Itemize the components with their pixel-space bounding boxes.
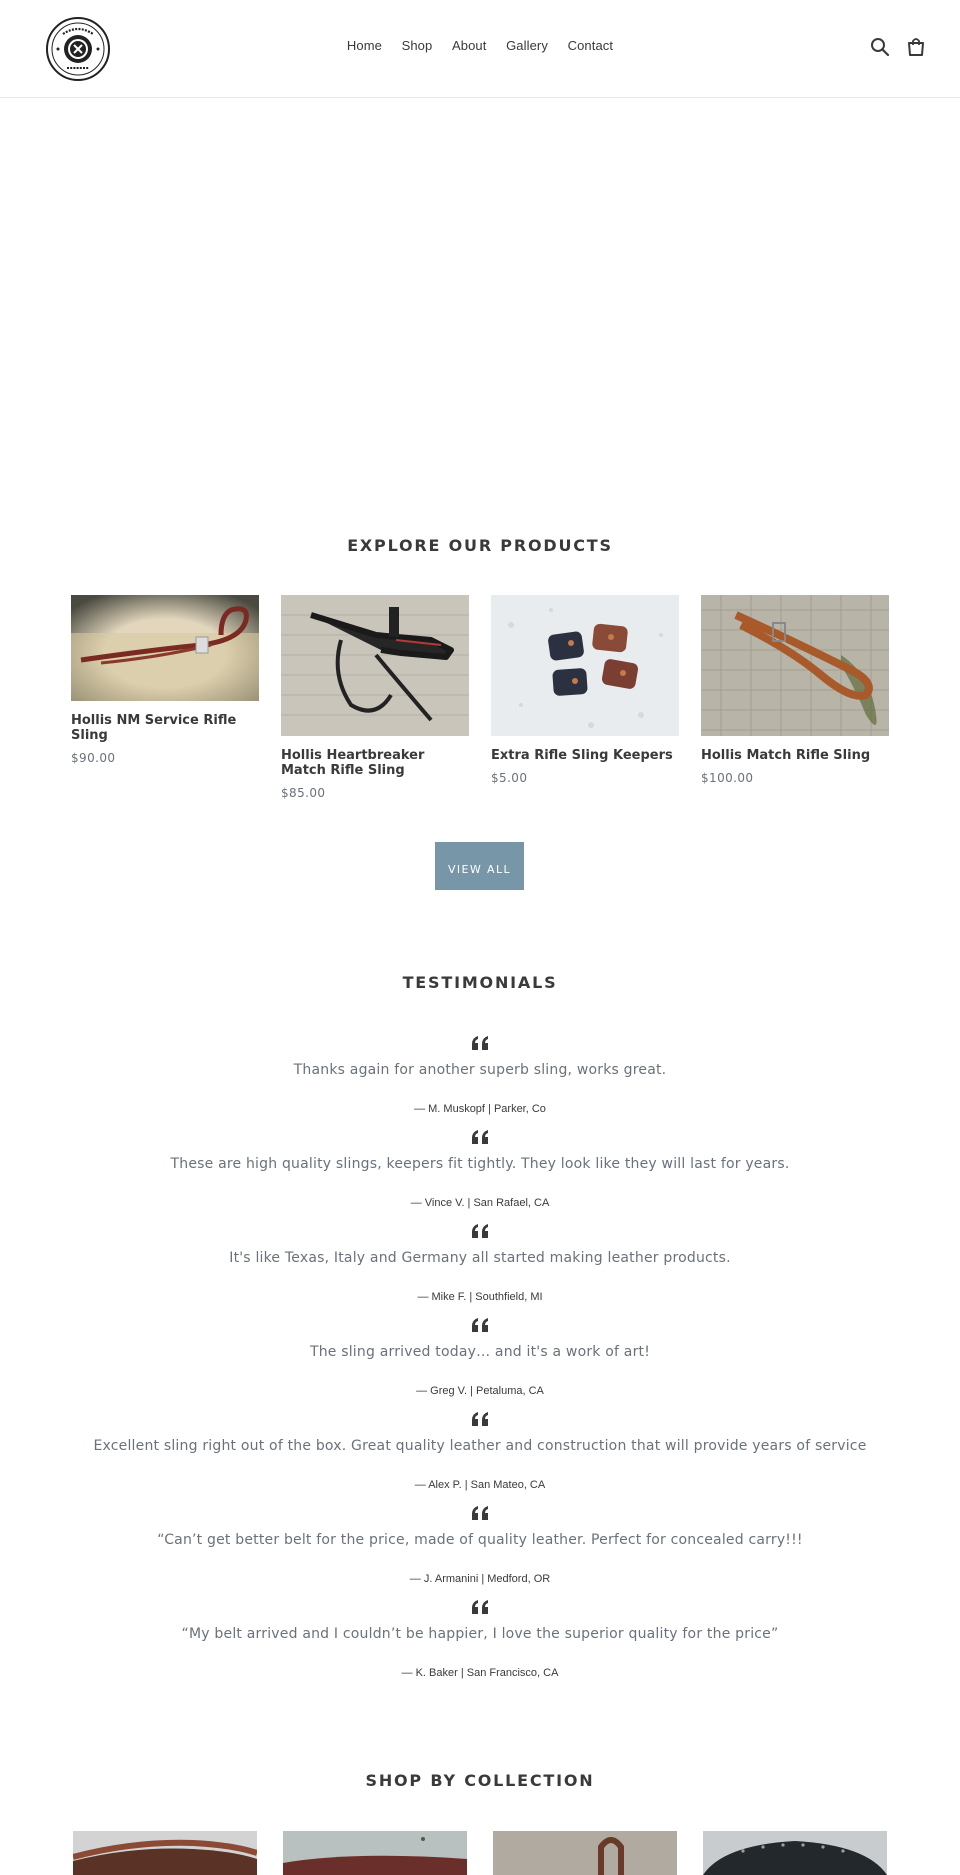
- product-price: $90.00: [71, 751, 116, 765]
- product-name[interactable]: Hollis Heartbreaker Match Rifle Sling: [281, 748, 425, 778]
- testimonial: [0, 1130, 960, 1209]
- product-card[interactable]: [701, 595, 889, 785]
- product-image[interactable]: [701, 595, 889, 736]
- testimonial-author: — Greg V. | Petaluma, CA: [416, 1385, 544, 1397]
- view-all-button[interactable]: VIEW ALL: [435, 842, 524, 890]
- collection-image[interactable]: [493, 1831, 677, 1875]
- testimonial-author: — K. Baker | San Francisco, CA: [401, 1667, 559, 1679]
- testimonial-text: “My belt arrived and I couldn’t be happier, I love the superior quality for the price”: [181, 1626, 779, 1642]
- testimonial-text: These are high quality slings, keepers fit tightly. They look like they will last for years.: [170, 1156, 790, 1172]
- nav-about[interactable]: About: [451, 38, 487, 53]
- testimonial: [0, 1600, 960, 1679]
- product-card[interactable]: [491, 595, 679, 785]
- product-image[interactable]: [281, 595, 469, 736]
- testimonial-text: “Can’t get better belt for the price, made of quality leather. Perfect for concealed carry!!!: [157, 1532, 803, 1548]
- testimonial-text: Excellent sling right out of the box. Great quality leather and construction that will provide years of service: [93, 1438, 867, 1454]
- nav-home[interactable]: Home: [346, 38, 382, 53]
- testimonial-text: It's like Texas, Italy and Germany all started making leather products.: [229, 1250, 731, 1266]
- product-name[interactable]: Hollis Match Rifle Sling: [701, 748, 871, 763]
- products-section-title: EXPLORE OUR PRODUCTS: [347, 536, 613, 555]
- product-price: $100.00: [701, 771, 754, 785]
- product-price: $5.00: [491, 771, 528, 785]
- testimonial: [0, 1318, 960, 1397]
- testimonial: [0, 1036, 960, 1115]
- quote-icon: [471, 1318, 489, 1332]
- quote-icon: [471, 1036, 489, 1050]
- quote-icon: [471, 1506, 489, 1520]
- product-price: $85.00: [281, 786, 326, 800]
- product-name[interactable]: Extra Rifle Sling Keepers: [491, 748, 673, 763]
- product-image[interactable]: [71, 595, 259, 701]
- quote-icon: [471, 1600, 489, 1614]
- testimonial-author: — J. Armanini | Medford, OR: [409, 1573, 551, 1585]
- testimonial-text: The sling arrived today… and it's a work of art!: [309, 1344, 651, 1360]
- main-nav: [0, 38, 960, 53]
- collection-image[interactable]: [73, 1831, 257, 1875]
- testimonial-text: Thanks again for another superb sling, works great.: [293, 1062, 667, 1078]
- testimonials-section-title: TESTIMONIALS: [402, 973, 558, 992]
- nav-shop[interactable]: Shop: [401, 38, 433, 53]
- testimonial: [0, 1412, 960, 1491]
- quote-icon: [471, 1130, 489, 1144]
- cart-icon[interactable]: [905, 36, 927, 58]
- testimonial: [0, 1224, 960, 1303]
- quote-icon: [471, 1412, 489, 1426]
- product-card[interactable]: [71, 595, 259, 765]
- site-header: [0, 0, 960, 98]
- testimonial-author: — Vince V. | San Rafael, CA: [410, 1197, 550, 1209]
- hero-banner: [0, 99, 960, 499]
- nav-gallery[interactable]: Gallery: [506, 38, 548, 53]
- search-icon[interactable]: [869, 36, 891, 58]
- testimonial-author: — Alex P. | San Mateo, CA: [414, 1479, 546, 1491]
- testimonial: [0, 1506, 960, 1585]
- collection-image[interactable]: [283, 1831, 467, 1875]
- testimonial-author: — Mike F. | Southfield, MI: [417, 1291, 543, 1303]
- product-name[interactable]: Hollis NM Service Rifle Sling: [71, 713, 237, 743]
- collection-image[interactable]: [703, 1831, 887, 1875]
- product-card[interactable]: [281, 595, 469, 800]
- collections-section-title: SHOP BY COLLECTION: [365, 1771, 595, 1790]
- product-image[interactable]: [491, 595, 679, 736]
- quote-icon: [471, 1224, 489, 1238]
- nav-contact[interactable]: Contact: [567, 38, 614, 53]
- testimonial-author: — M. Muskopf | Parker, Co: [414, 1103, 546, 1115]
